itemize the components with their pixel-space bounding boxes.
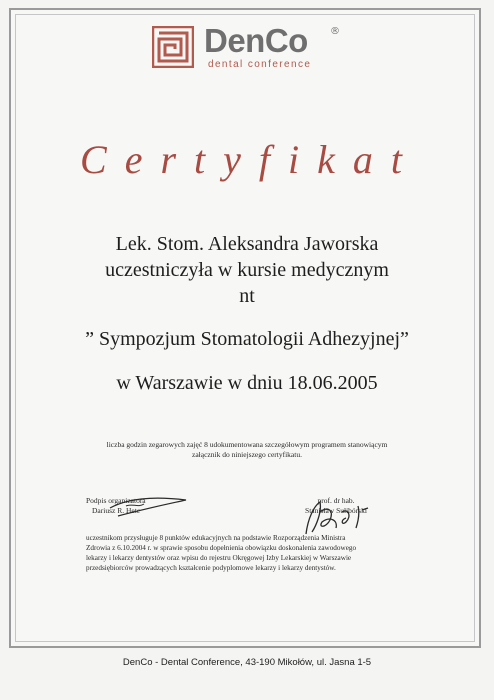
nt-text: nt (239, 285, 255, 307)
certificate-title: Certyfikat (80, 137, 420, 182)
place-date: w Warszawie w dniu 18.06.2005 (116, 372, 378, 394)
professor-name: Stanisław Sulibórski (305, 506, 367, 515)
professor-handwritten-signature (300, 498, 380, 538)
credits-line: lekarzy i lekarzy dentystów oraz wpisu do rejestru Okręgowej Izby Lekarskiej w Warszawie (86, 554, 352, 562)
logo-subtitle: dental conference (208, 59, 312, 70)
hours-note (70, 440, 424, 460)
organizer-name: Dariusz R. Hetc (92, 506, 141, 515)
denco-logo (152, 24, 342, 72)
credits-line: Zdrowia z 6.10.2004 r. w sprawie sposobu dopełnienia obowiązku doskonalenia zawodowego (86, 544, 357, 552)
organizer-label: Podpis organizatora (86, 496, 146, 505)
hours-line: liczba godzin zegarowych zajęć 8 udokumentowana szczegółowym programem stanowiącym (106, 440, 388, 449)
credits-line: przedsiębiorców prowadzących kształcenie podyplomowe lekarzy i lekarzy dentystów. (86, 564, 336, 572)
credits-line: uczestnikom przysługuje 8 punktów edukacyjnych na podstawie Rozporządzenia Ministra (86, 534, 346, 542)
organizer-handwritten-signature (108, 494, 198, 520)
course-title: ” Sympozjum Stomatologii Adhezyjnej” (85, 328, 409, 350)
logo-name: DenCo (204, 22, 308, 59)
recipient-name: Lek. Stom. Aleksandra Jaworska (115, 233, 379, 255)
hours-line: załącznik do niniejszego certyfikatu. (192, 450, 302, 459)
logo-registered-mark: ® (330, 26, 340, 37)
footer-address: DenCo - Dental Conference, 43-190 Mikołów, ul. Jasna 1-5 (122, 657, 372, 668)
participation-text: uczestniczyła w kursie medycznym (105, 259, 389, 281)
denco-logo-mark-icon (152, 26, 194, 68)
professor-title: prof. dr hab. (317, 496, 355, 505)
credits-note (86, 533, 426, 573)
